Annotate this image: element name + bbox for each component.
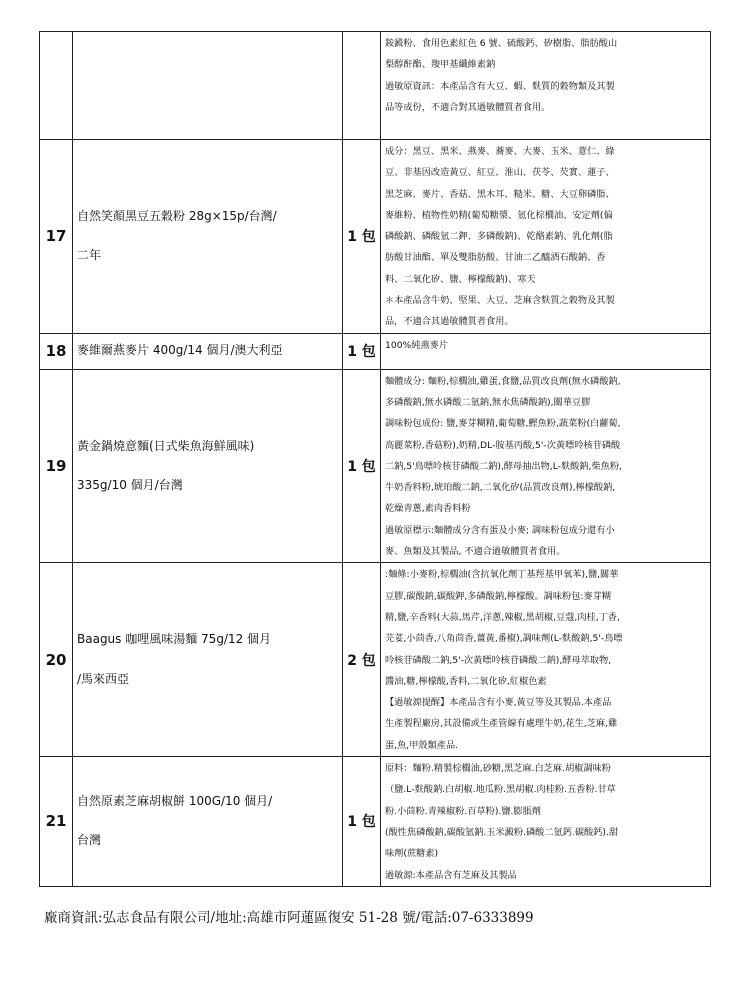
table-row	[40, 32, 711, 140]
ingredients-cell	[381, 563, 711, 757]
product-name-line: 335g/10 個月/台灣	[77, 478, 183, 492]
ingredients-cell	[381, 369, 711, 563]
product-name-line: 自然笑顏黑豆五穀粉 28g×15p/台灣/	[77, 208, 277, 223]
ingredient-line: 牛奶香料粉,琥珀酸二鈉,二氧化矽(品質改良劑),檸檬酸鈉,	[385, 482, 616, 494]
ingredient-line: 料、二氧化矽、鹽、檸檬酸鈉)、寒天	[385, 273, 536, 285]
ingredient-line: 精,鹽,辛香料(大蒜,馬芹,洋蔥,辣椒,黑胡椒,豆蔻,肉桂,丁香,	[385, 611, 620, 623]
ingredient-line: 麵體成分: 麵粉,棕櫚油,雞蛋,食鹽,品質改良劑(無水磷酸鈉,	[385, 375, 621, 387]
product-name	[73, 32, 343, 140]
ingredient-line: 麥、魚類及其製品, 不適合過敏體質者食用。	[385, 546, 566, 558]
product-table	[39, 31, 711, 887]
ingredients-cell	[381, 140, 711, 334]
table-row	[40, 369, 711, 563]
ingredient-line: 醬油,糖,檸檬酸,香料,二氧化矽,紅椒色素	[385, 675, 547, 687]
product-name-line: /馬來西亞	[77, 671, 130, 686]
ingredient-line: 100%純燕麥片	[385, 339, 449, 351]
ingredient-line: :麵條:小麥粉,棕櫚油(含抗氧化劑丁基羥基甲氧苯),鹽,關華	[385, 569, 619, 581]
item-number: 21	[40, 757, 73, 887]
product-name	[73, 757, 343, 887]
ingredient-line: (酸性焦磷酸鈉,碳酸氫鈉.玉米澱粉.磷酸二氫鈣.碳酸鈣).甜	[385, 826, 619, 838]
ingredient-line: 磷酸鈉、磷酸氫二鉀、多磷酸鈉)、乾酪素鈉、乳化劑(脂	[385, 231, 613, 243]
item-number: 18	[40, 333, 73, 369]
product-name-line: 台灣	[77, 833, 102, 848]
product-name-line	[77, 455, 338, 477]
product-name-line	[77, 810, 338, 832]
table-row	[40, 140, 711, 334]
product-name-line: 麥維爾燕麥片 400g/14 個月/澳大利亞	[77, 343, 283, 358]
ingredients-cell	[381, 757, 711, 887]
ingredients-cell	[381, 32, 711, 140]
table-row	[40, 757, 711, 887]
product-name-line	[77, 649, 338, 671]
ingredient-line: 粉.小茴粉.青辣椒粉.百草粉).鹽.膨脹劑	[385, 805, 541, 817]
ingredient-line: 黑芝麻、麥片、香菇、黑木耳、糙米、糖、大豆卵磷脂、	[385, 188, 615, 200]
product-name	[73, 369, 343, 563]
ingredient-line: 乾燥青蔥,素肉香料粉	[385, 503, 471, 515]
ingredient-line: 高麗菜粉,香菇粉),奶精,DL-胺基丙酸,5'-次黃嘌呤核苷磷酸	[385, 439, 621, 451]
quantity: 1 包	[343, 140, 381, 334]
product-name	[73, 563, 343, 757]
ingredient-line: 成分：黑豆、黑米、燕麥、蕎麥、大麥、玉米、薏仁、綠	[385, 146, 615, 157]
ingredient-line: 品，不適合其過敏體質者食用。	[385, 316, 514, 328]
ingredient-line: 生產製程廠房,其設備或生產管線有處理牛奶,花生,芝麻,雞	[385, 718, 618, 730]
ingredient-line: 味劑(蔗糖素)	[385, 848, 439, 860]
product-name-line: 黃金鍋燒意麵(日式柴魚海鮮風味)	[77, 438, 255, 453]
ingredient-line: 多磷酸鈉,無水磷酸二氫鈉,無水焦磷酸鈉),關華豆膠	[385, 396, 591, 408]
ingredient-line: 梨醇酐酯、羧甲基纖維素鈉	[385, 59, 496, 71]
quantity	[343, 32, 381, 140]
item-number	[40, 32, 73, 140]
ingredients-cell	[381, 333, 711, 369]
product-name	[73, 140, 343, 334]
ingredient-line: 呤核苷磷酸二鈉,5'-次黃嘌呤核苷磷酸二鈉),酵母萃取物,	[385, 654, 612, 666]
ingredient-line: 肪酸甘油酯、單及雙脂肪酸、甘油二乙醯酒石酸鈉、香	[385, 252, 606, 264]
ingredient-line: 過敏源:本產品含有芝麻及其製品	[385, 869, 517, 881]
item-number: 17	[40, 140, 73, 334]
item-number: 20	[40, 563, 73, 757]
item-number: 19	[40, 369, 73, 563]
ingredient-line: 豆膠,碳酸鈉,碳酸鉀,多磷酸鈉,檸檬酸。調味粉包:麥芽糊	[385, 590, 612, 602]
ingredient-line: （鹽.L-麩酸鈉.白胡椒.地瓜粉.黑胡椒.肉桂粉.五香粉.甘草	[385, 784, 616, 796]
ingredient-line: 芫荽,小茴香,八角茴香,薑黃,番椒),調味劑(L-麩酸鈉,5'-鳥嘌	[385, 633, 623, 645]
product-name-line: 自然原素芝麻胡椒餅 100G/10 個月/	[77, 794, 273, 809]
product-name-line: 二年	[77, 248, 102, 263]
vendor-info-footer: 廠商資訊:弘志食品有限公司/地址:高雄市阿蓮區復安 51-28 號/電話:07-6333899	[44, 910, 534, 926]
quantity: 2 包	[343, 563, 381, 757]
ingredient-line: 銨澱粉、食用色素紅色 6 號、硫酸鈣、矽樹脂、脂肪酸山	[385, 38, 618, 49]
ingredient-line: 調味粉包成份: 鹽,麥芽糊精,葡萄糖,鰹魚粉,蔬菜粉(白蘿蔔,	[385, 418, 621, 430]
ingredient-line: 二鈉,5'鳥嘌呤核苷磷酸二鈉),酵母抽出物,L-麩酸鈉,柴魚粉,	[385, 460, 622, 472]
quantity: 1 包	[343, 757, 381, 887]
ingredient-line: 蛋,魚,甲殼類產品.	[385, 739, 459, 751]
ingredient-line: 品等成份，不適合對其過敏體質者食用。	[385, 101, 551, 113]
ingredient-line: ＊本產品含牛奶、堅果、大豆、芝麻含麩質之穀物及其製	[385, 295, 615, 307]
quantity: 1 包	[343, 333, 381, 369]
product-name-line: Baagus 咖哩風味湯麵 75g/12 個月	[77, 632, 272, 647]
ingredient-line: 豆、非基因改造黃豆、紅豆、淮山、茯苓、芡實、蓮子、	[385, 167, 615, 179]
ingredient-line: 原料：麵粉.精製棕櫚油,砂糖,黑芝麻.白芝麻.胡椒調味粉	[385, 763, 611, 775]
quantity: 1 包	[343, 369, 381, 563]
ingredient-line: 麥維粉、植物性奶精(葡萄糖漿、氫化棕櫚油、安定劑(偏	[385, 209, 613, 221]
ingredient-line: 過敏原標示:麵體成分含有蛋及小麥; 調味粉包成分還有小	[385, 524, 615, 536]
product-name	[73, 333, 343, 369]
ingredient-line: 過敏原資訊：本產品含有大豆、蝦、麩質的穀物類及其製	[385, 80, 615, 92]
table-row	[40, 333, 711, 369]
product-name-line	[77, 225, 338, 247]
table-row	[40, 563, 711, 757]
ingredient-line: 【過敏源提醒】本產品含有小麥,黃豆等及其製品.本產品	[385, 697, 612, 709]
